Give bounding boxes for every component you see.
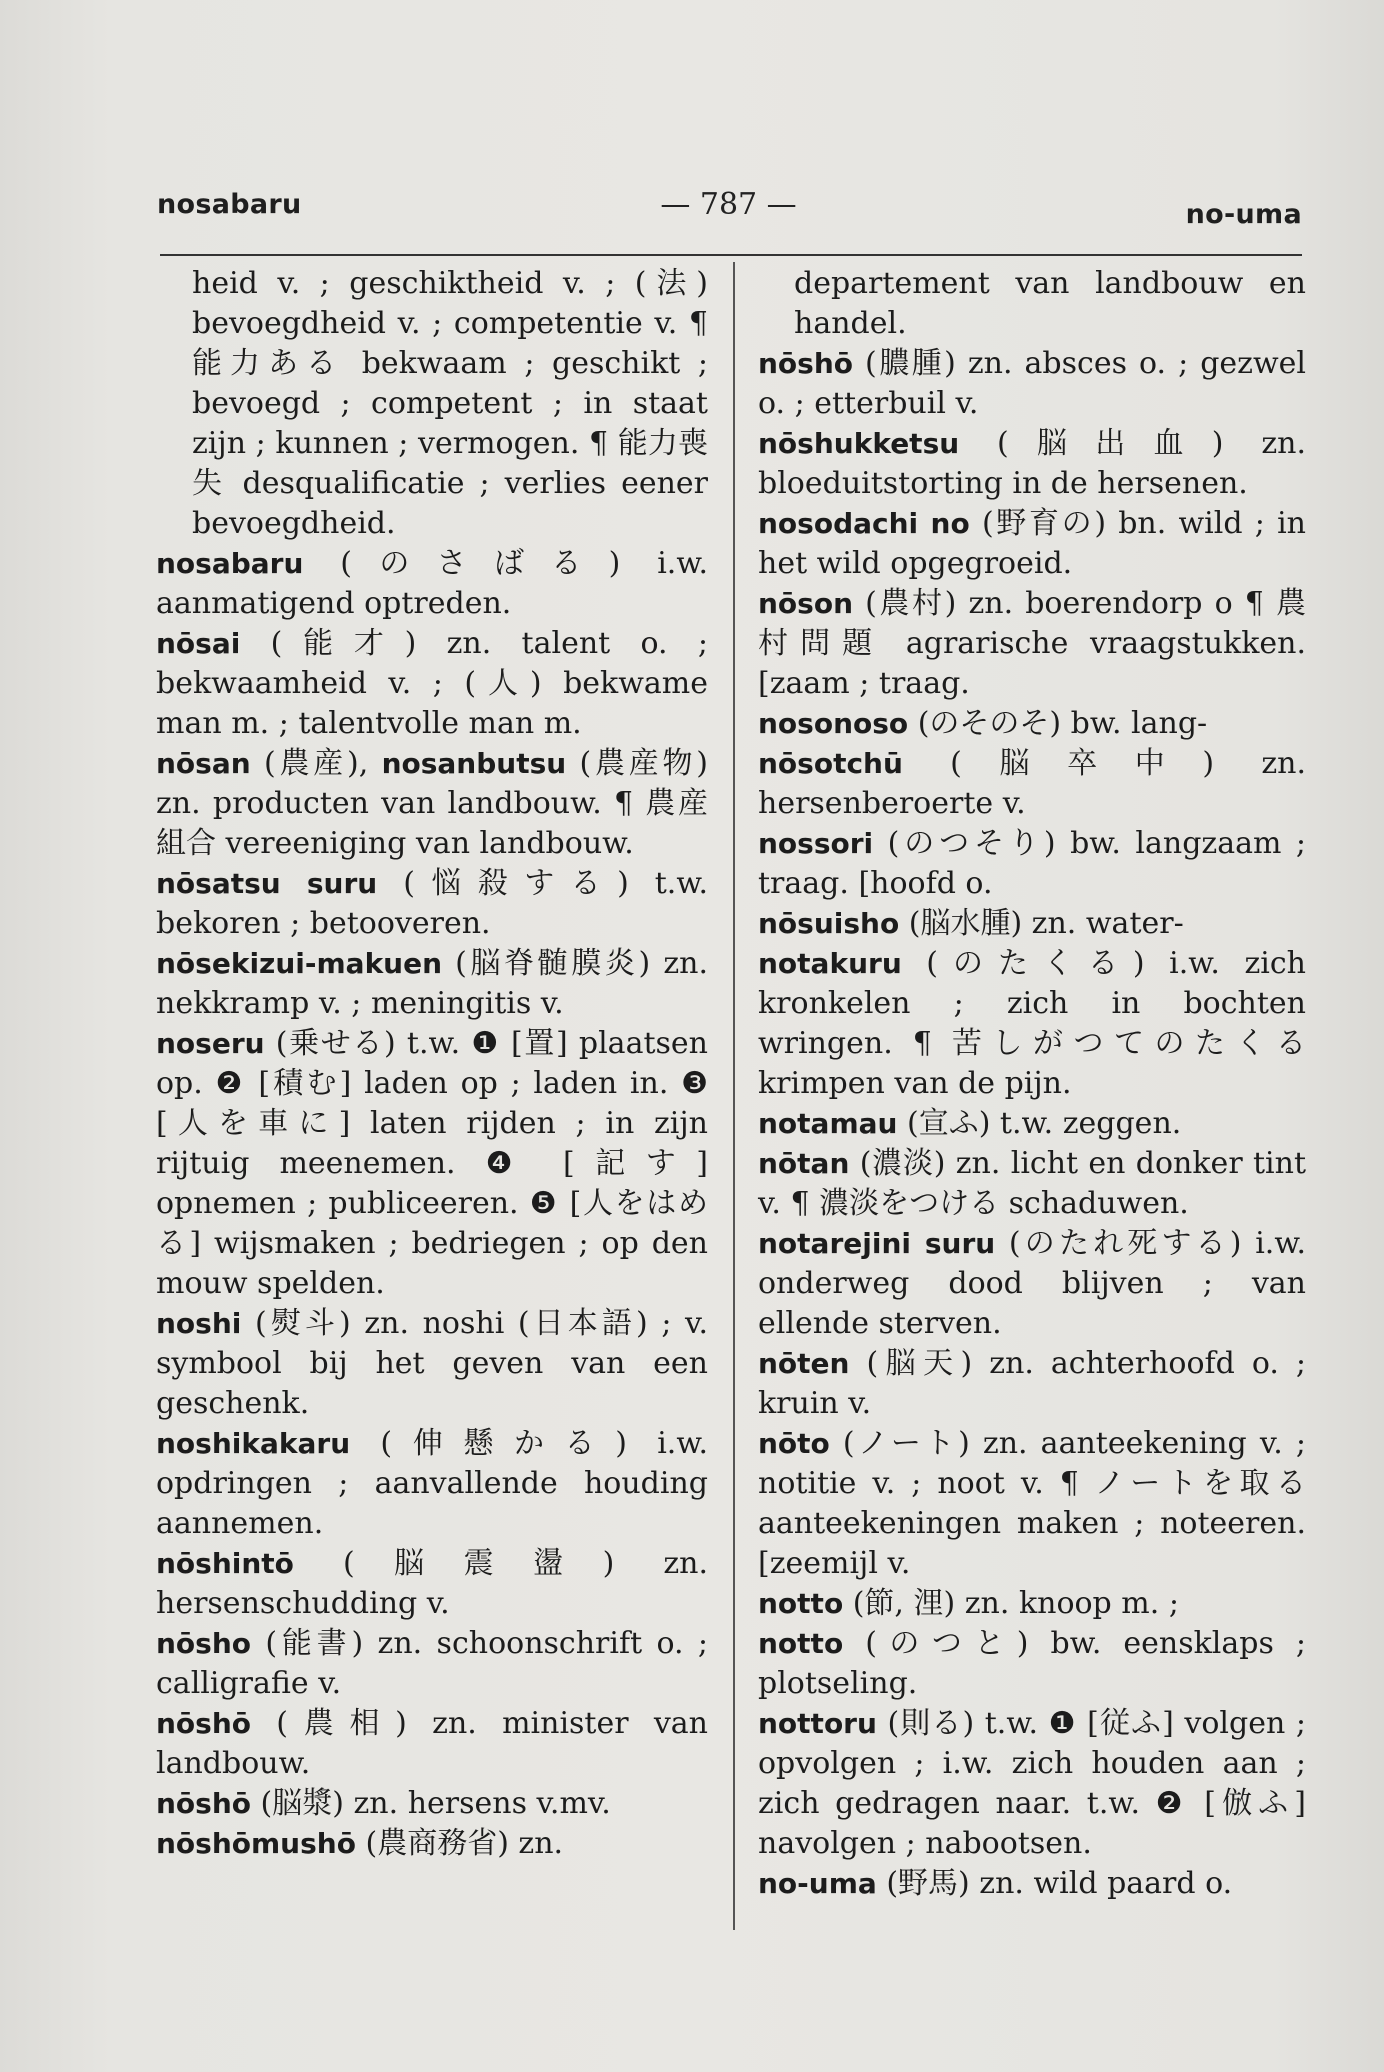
dictionary-entry bbox=[758, 904, 1306, 944]
entry-text: (農産物) zn. producten van landbouw. ¶ 農産組合 vereeniging van landbouw. bbox=[156, 746, 718, 861]
page-header bbox=[155, 185, 1302, 235]
entry-text: (悩殺する) t.w. bekoren ; betooveren. bbox=[156, 866, 718, 941]
entry-text: (のそのそ) bw. lang- bbox=[908, 706, 1208, 741]
headword: nōtan bbox=[758, 1147, 850, 1180]
dictionary-entry bbox=[156, 864, 718, 944]
dictionary-entry bbox=[156, 944, 718, 1024]
dictionary-entry bbox=[156, 1824, 708, 1864]
entry-text: (ノート) zn. aanteekening v. ; notitie v. ; noot v. ¶ ノートを取る aanteekeningen maken ; noteeren. [zeemijl v. bbox=[758, 1426, 1316, 1581]
entry-text: (則る) t.w. ❶ [従ふ] volgen ; opvolgen ; i.w. zich houden aan ; zich gedragen naar. t.w. ❷ [倣ふ] navolgen ; nabootsen. bbox=[758, 1706, 1316, 1861]
headword: nōshō bbox=[758, 347, 854, 380]
dictionary-entry bbox=[156, 1024, 718, 1304]
dictionary-entry bbox=[758, 704, 1306, 744]
entry-text: (脳天) zn. achterhoofd o. ; kruin v. bbox=[758, 1346, 1316, 1421]
dictionary-entry bbox=[156, 624, 718, 744]
entry-text: (膿腫) zn. absces o. ; gezwel o. ; etterbuil v. bbox=[758, 346, 1316, 421]
entry-text: (能書) zn. schoonschrift o. ; calligrafie v. bbox=[156, 1626, 718, 1701]
dictionary-entry bbox=[156, 1544, 718, 1624]
entry-text: (節, 浬) zn. knoop m. ; bbox=[843, 1586, 1179, 1621]
dictionary-entry bbox=[758, 1864, 1306, 1904]
headword: nōshintō bbox=[156, 1547, 294, 1580]
header-left-guide-word: nosabaru bbox=[157, 189, 302, 220]
headword: nōsho bbox=[156, 1627, 252, 1660]
entry-text: (のつそり) bw. langzaam ; traag. [hoofd o. bbox=[758, 826, 1316, 901]
headword: nosodachi no bbox=[758, 507, 970, 540]
dictionary-entry bbox=[758, 1624, 1316, 1704]
entry-text: (野育の) bn. wild ; in het wild opgegroeid. bbox=[758, 506, 1316, 581]
dictionary-entry bbox=[758, 1704, 1316, 1864]
headword: nōshō bbox=[156, 1707, 252, 1740]
dictionary-entry bbox=[758, 344, 1316, 424]
headword: nōsekizui-makuen bbox=[156, 947, 443, 980]
headword: no-uma bbox=[758, 1867, 877, 1900]
dictionary-entry bbox=[758, 1104, 1306, 1144]
dictionary-entry bbox=[758, 584, 1316, 704]
entry-text: (農村) zn. boerendorp o ¶ 農村問題 agrarische vraagstukken. [zaam ; traag. bbox=[758, 586, 1316, 701]
entry-text: (のつと) bw. eensklaps ; plotseling. bbox=[758, 1626, 1316, 1701]
page-number: — 787 — bbox=[660, 187, 797, 222]
entry-text: (熨斗) zn. noshi (日本語) ; v. symbool bij het geven van een geschenk. bbox=[156, 1306, 718, 1421]
entry-text: (脳脊髄膜炎) zn. nekkramp v. ; meningitis v. bbox=[156, 946, 718, 1021]
dictionary-entry bbox=[758, 1424, 1316, 1584]
entry-text: (脳出血) zn. bloeduitstorting in de hersenen. bbox=[758, 426, 1316, 501]
dictionary-entry bbox=[156, 1424, 718, 1544]
headword: notto bbox=[758, 1587, 844, 1620]
headword: nōshukketsu bbox=[758, 427, 960, 460]
headword: nōson bbox=[758, 587, 854, 620]
entry-text: (濃淡) zn. licht en donker tint v. ¶ 濃淡をつける schaduwen. bbox=[758, 1146, 1316, 1221]
headword: notamau bbox=[758, 1107, 898, 1140]
dictionary-entry bbox=[758, 504, 1316, 584]
dictionary-entry bbox=[758, 944, 1316, 1104]
entry-text: (のたれ死する) i.w. onderweg dood blijven ; van ellende sterven. bbox=[758, 1226, 1316, 1341]
headword: nōsotchū bbox=[758, 747, 903, 780]
headword: nosonoso bbox=[758, 707, 909, 740]
headword: nottoru bbox=[758, 1707, 877, 1740]
headword: nōshōmushō bbox=[156, 1827, 356, 1860]
entry-text: (のたくる) i.w. zich kronkelen ; zich in bochten wringen. ¶ 苦しがつてのたくる krimpen van de pijn. bbox=[758, 946, 1316, 1101]
headword: notarejini suru bbox=[758, 1227, 996, 1260]
dictionary-entry bbox=[156, 1704, 718, 1784]
dictionary-entry bbox=[758, 744, 1316, 824]
entry-text: (能才) zn. talent o. ; bekwaamheid v. ; (人) bekwame man m. ; talentvolle man m. bbox=[156, 626, 718, 741]
entry-text: (脳震盪) zn. hersenschudding v. bbox=[156, 1546, 718, 1621]
headword: notakuru bbox=[758, 947, 902, 980]
left-column bbox=[156, 264, 718, 1864]
dictionary-entry bbox=[758, 1224, 1316, 1344]
entry-text: (脳水腫) zn. water- bbox=[899, 906, 1184, 941]
headword: noshi bbox=[156, 1307, 242, 1340]
headword: noshikakaru bbox=[156, 1427, 351, 1460]
entry-continuation bbox=[758, 264, 1316, 344]
header-rule bbox=[160, 254, 1302, 256]
entry-text: (農商務省) zn. bbox=[355, 1826, 564, 1861]
headword: nōsatsu suru bbox=[156, 867, 378, 900]
headword: nosabaru bbox=[156, 547, 304, 580]
right-column bbox=[758, 264, 1316, 1904]
dictionary-entry bbox=[758, 1584, 1306, 1624]
dictionary-entry bbox=[156, 544, 718, 624]
entry-continuation bbox=[156, 264, 718, 544]
column-divider bbox=[733, 262, 735, 1930]
headword: nōsan bbox=[156, 747, 251, 780]
headword: notto bbox=[758, 1627, 844, 1660]
dictionary-entry bbox=[156, 1624, 718, 1704]
dictionary-entry bbox=[156, 1784, 708, 1824]
headword: nōten bbox=[758, 1347, 850, 1380]
dictionary-entry bbox=[758, 1144, 1316, 1224]
headword: noseru bbox=[156, 1027, 265, 1060]
headword: nossori bbox=[758, 827, 874, 860]
headword: nosanbutsu bbox=[381, 747, 567, 780]
entry-text: (のさばる) i.w. aanmatigend optreden. bbox=[156, 546, 718, 621]
headword: nōto bbox=[758, 1427, 830, 1460]
headword: nōshō bbox=[156, 1787, 252, 1820]
entry-text: departement van landbouw en handel. bbox=[794, 266, 1316, 341]
headword: nōsai bbox=[156, 627, 241, 660]
entry-text: (脳漿) zn. hersens v.mv. bbox=[251, 1786, 611, 1821]
entry-text: (乗せる) t.w. ❶ [置] plaatsen op. ❷ [積む] laden op ; laden in. ❸ [人を車に] laten rijden ; in zijn rijtuig meenemen. ❹ [記す] opnemen ; publiceeren. ❺ [人をはめる] wijsmaken ; bedriegen ; op den mouw spelden. bbox=[156, 1026, 718, 1301]
dictionary-entry bbox=[758, 1344, 1316, 1424]
headword: nōsuisho bbox=[758, 907, 900, 940]
entry-text: (農相) zn. minister van landbouw. bbox=[156, 1706, 718, 1781]
entry-text: (脳卒中) zn. hersenberoerte v. bbox=[758, 746, 1316, 821]
dictionary-entry bbox=[156, 1304, 718, 1424]
header-right-guide-word: no-uma bbox=[1185, 199, 1302, 230]
entry-text: (農産), bbox=[250, 746, 382, 781]
dictionary-entry bbox=[758, 424, 1316, 504]
entry-text: heid v. ; geschiktheid v. ; (法) bevoegdheid v. ; competentie v. ¶ 能力ある bekwaam ; geschikt ; bevoegd ; competent ; in staat zijn ; kunnen ; vermogen. ¶ 能力喪失 desqualificatie ; verlies eener bevoegdheid. bbox=[192, 266, 718, 541]
entry-text: (宣ふ) t.w. zeggen. bbox=[897, 1106, 1182, 1141]
entry-text: (野馬) zn. wild paard o. bbox=[876, 1866, 1233, 1901]
dictionary-entry bbox=[758, 824, 1316, 904]
entry-text: (伸懸かる) i.w. opdringen ; aanvallende houding aannemen. bbox=[156, 1426, 718, 1541]
dictionary-entry bbox=[156, 744, 718, 864]
